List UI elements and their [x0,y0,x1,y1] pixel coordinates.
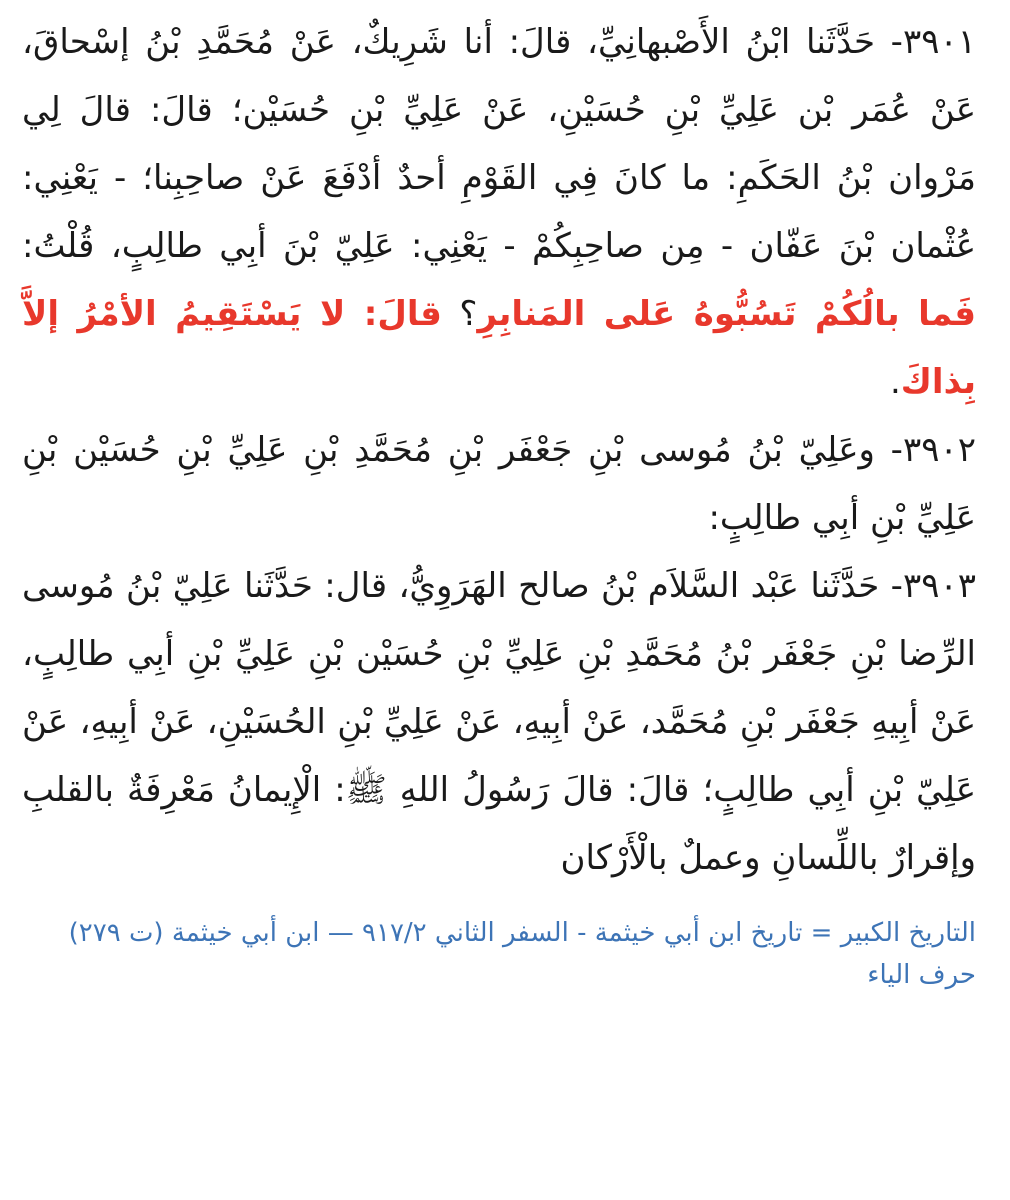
source-citation [22,912,976,996]
hadith-3901-question-mark: ؟ [459,294,478,334]
hadith-3901-answer-highlight: قالَ: لا يَسْتَقِيمُ الأمْرُ إلاَّ بِذاكَ [22,294,976,402]
source-chapter-reference[interactable]: حرف الياء [867,960,976,990]
source-book-reference[interactable]: التاريخ الكبير = تاريخ ابن أبي خيثمة - السفر الثاني ٩١٧/٢ — ابن أبي خيثمة (ت ٢٧٩) [68,918,976,948]
hadith-3902-text: ٣٩٠٢- وعَلِيّ بْنُ مُوسى بْنِ جَعْفَر بْنِ مُحَمَّدِ بْنِ عَلِيِّ بْنِ حُسَيْن بْنِ عَلِيِّ بْنِ أبِي طالِبٍ: [22,430,976,538]
hadith-3901-paragraph [22,8,976,416]
book-page [22,8,976,996]
hadith-3901-question-highlight: فَما بالُكُمْ تَسُبُّوهُ عَلى المَنابِرِ [477,294,977,334]
hadith-3901-text: ٣٩٠١- حَدَّثَنا ابْنُ الأَصْبهانِيِّ، قالَ: أنا شَرِيكٌ، عَنْ مُحَمَّدِ بْنُ إسْحاقَ، عَنْ عُمَر بْن عَلِيِّ بْنِ حُسَيْنِ، عَنْ عَلِيِّ بْنِ حُسَيْن؛ قالَ: قالَ لِي مَرْوان بْنُ الحَكَمِ: ما كانَ فِي القَوْمِ أحدٌ أدْفَعَ عَنْ صاحِبِنا؛ - يَعْنِي: عُثْمان بْنَ عَفّان - مِن صاحِبِكُمْ - يَعْنِي: عَلِيّ بْنَ أبِي طالِبٍ، قُلْتُ: [22,22,976,266]
hadith-3903-text: ٣٩٠٣- حَدَّثَنا عَبْد السَّلاَم بْنُ صالح الهَرَوِيُّ، قال: حَدَّثَنا عَلِيّ بْنُ مُوسى الرِّضا بْنِ جَعْفَر بْنُ مُحَمَّدِ بْنِ عَلِيِّ بْنِ حُسَيْن بْنِ عَلِيِّ بْنِ أبِي طالِبٍ، عَنْ أبِيهِ جَعْفَر بْنِ مُحَمَّد، عَنْ أبِيهِ، عَنْ عَلِيِّ بْنِ الحُسَيْنِ، عَنْ أبِيهِ، عَنْ عَلِيّ بْنِ أبِي طالِبٍ؛ قالَ: قالَ رَسُولُ اللهِ ﷺ: الْإِيمانُ مَعْرِفَةٌ بالقلبِ وإقرارٌ باللِّسانِ وعملٌ بالْأَرْكان [22,566,976,878]
hadith-3903-paragraph [22,552,976,892]
hadith-3902-paragraph [22,416,976,552]
hadith-3901-final-dot: . [889,362,901,402]
